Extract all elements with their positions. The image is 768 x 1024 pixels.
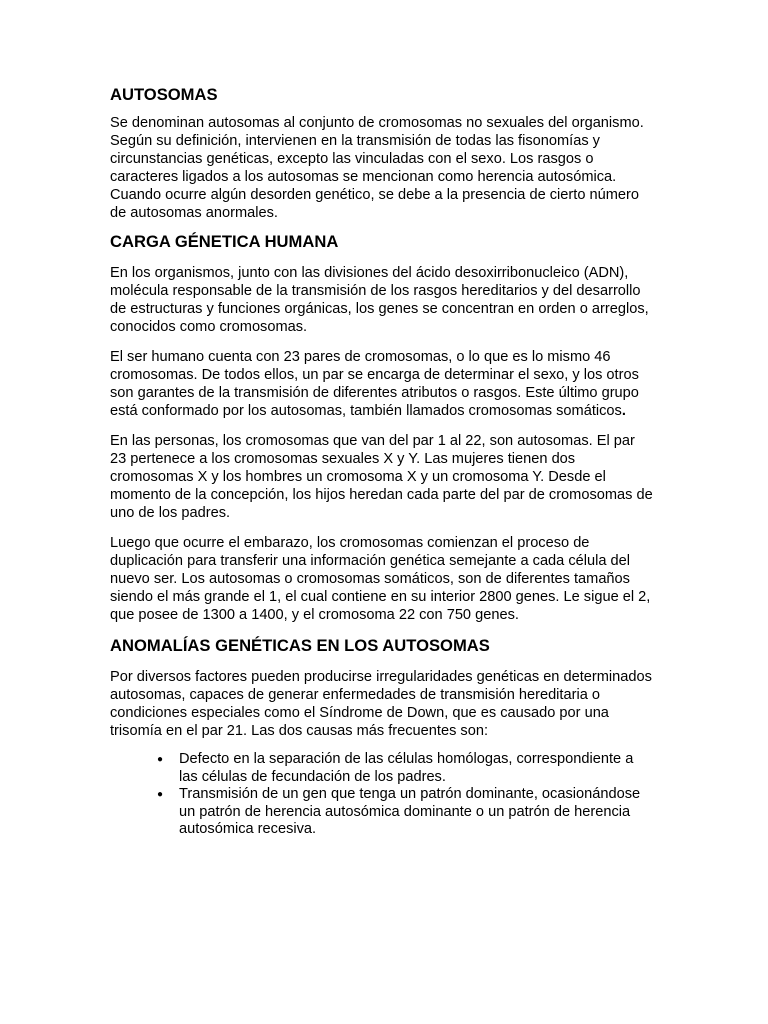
document-page bbox=[110, 84, 655, 839]
section-heading-carga-genetica: CARGA GÉNETICA HUMANA bbox=[110, 232, 339, 251]
paragraph-autosomas-definition: Se denominan autosomas al conjunto de cromosomas no sexuales del organismo. Según su definición, intervienen en la transmisión de todas las fisonomías y circunstancias genéticas, excepto las vinculadas con el sexo. Los rasgos o caracteres ligados a los autosomas se mencionan como herencia autosómica. Cuando ocurre algún desorden genético, se debe a la presencia de cierto número de autosomas anormales. bbox=[110, 115, 644, 221]
list-item bbox=[157, 786, 655, 839]
paragraph-adn: En los organismos, junto con las divisiones del ácido desoxirribonucleico (ADN), molécula responsable de la transmisión de los rasgos hereditarios y del desarrollo de estructuras y funciones orgánicas, los genes se concentran en orden o arreglos, conocidos como cromosomas. bbox=[110, 265, 649, 335]
paragraph-23-pares-text: El ser humano cuenta con 23 pares de cromosomas, o lo que es lo mismo 46 cromosomas. De todos ellos, un par se encarga de determinar el sexo, y los otros son garantes de la transmisión de diferentes atributos o rasgos. Este último grupo está conformado por los autosomas, también llamados cromosomas somáticos bbox=[110, 349, 639, 419]
paragraph-23-pares bbox=[110, 348, 655, 420]
list-item-text: Transmisión de un gen que tenga un patrón dominante, ocasionándose un patrón de herencia autosómica dominante o un patrón de herencia autosómica recesiva. bbox=[179, 786, 641, 837]
paragraph-embarazo: Luego que ocurre el embarazo, los cromosomas comienzan el proceso de duplicación para transferir una información genética semejante a cada célula del nuevo ser. Los autosomas o cromosomas somáticos, son de diferentes tamaños siendo el más grande el 1, el cual contiene en su interior 2800 genes. Le sigue el 2, que posee de 1300 a 1400, y el cromosoma 22 con 750 genes. bbox=[110, 535, 651, 623]
paragraph-personas: En las personas, los cromosomas que van del par 1 al 22, son autosomas. El par 23 pertenece a los cromosomas sexuales X y Y. Las mujeres tienen dos cromosomas X y los hombres un cromosoma X y un cromosoma Y. Desde el momento de la concepción, los hijos heredan cada parte del par de cromosomas de uno de los padres. bbox=[110, 433, 653, 521]
bullet-icon: ● bbox=[157, 754, 164, 765]
bullet-icon: ● bbox=[157, 789, 164, 800]
paragraph-23-pares-period: . bbox=[621, 403, 626, 419]
causes-list bbox=[110, 751, 655, 839]
section-heading-autosomas: AUTOSOMAS bbox=[110, 85, 218, 104]
list-item bbox=[157, 751, 655, 786]
list-item-text: Defecto en la separación de las células homólogas, correspondiente a las células de fecundación de los padres. bbox=[179, 751, 634, 785]
paragraph-factores: Por diversos factores pueden producirse irregularidades genéticas en determinados autosomas, capaces de generar enfermedades de transmisión hereditaria o condiciones especiales como el Síndrome de Down, que es causado por una trisomía en el par 21. Las dos causas más frecuentes son: bbox=[110, 669, 652, 739]
section-heading-anomalias: ANOMALÍAS GENÉTICAS EN LOS AUTOSOMAS bbox=[110, 636, 490, 655]
